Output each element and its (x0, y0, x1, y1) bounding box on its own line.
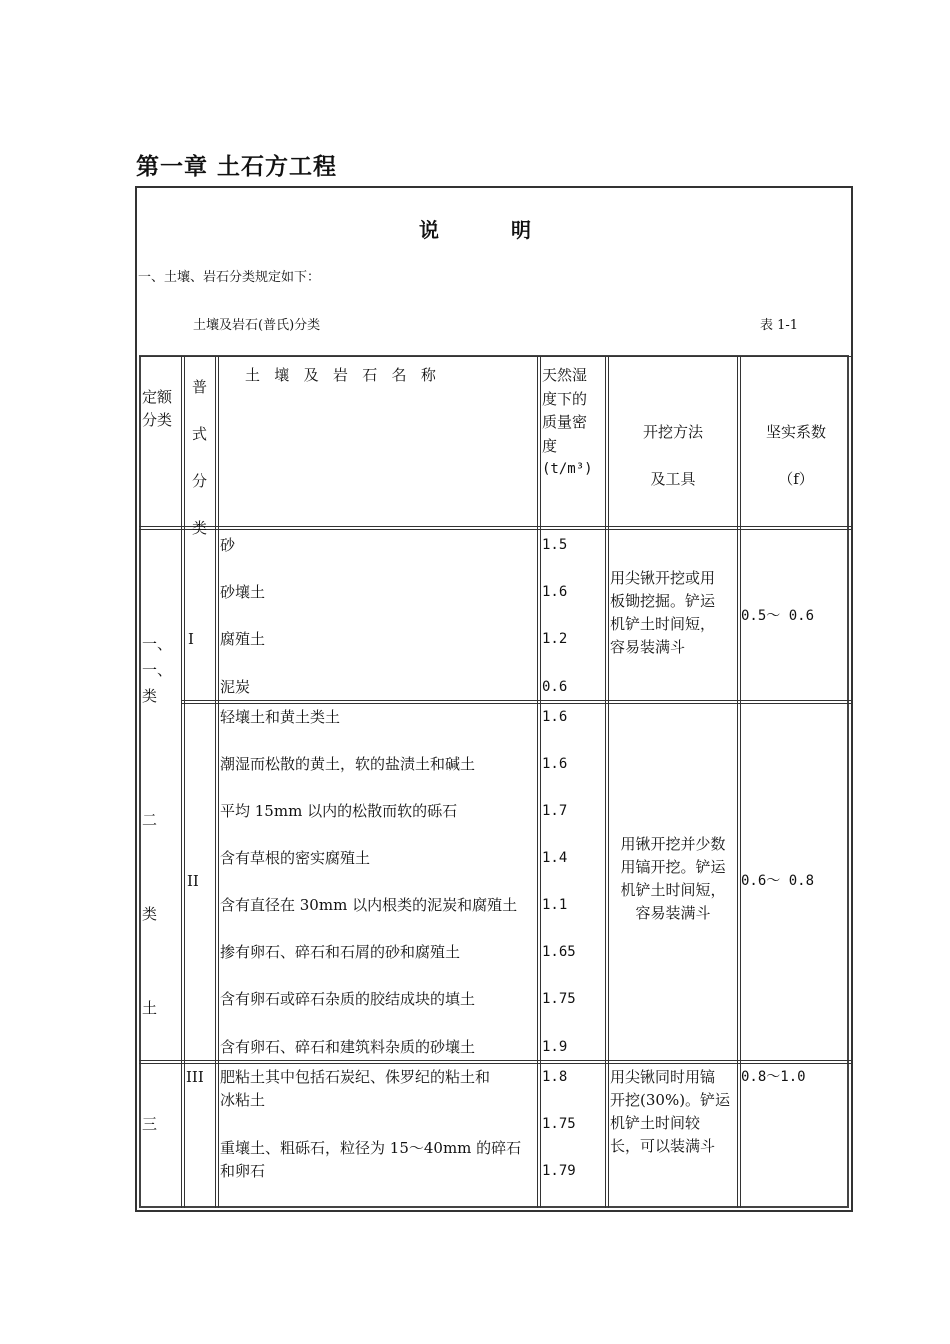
group1-quota-class: 一、 一、 类 (142, 635, 173, 705)
col-line-2 (215, 356, 216, 1208)
header-density: 天然湿 度下的 质量密 度 (t/m³) (542, 366, 593, 477)
density-value: 1.4 (542, 850, 568, 866)
section-heading (0, 214, 950, 243)
table-row: 掺有卵石、碎石和石屑的砂和腐殖土 (220, 943, 461, 961)
header-pu-class: 普 式 分 类 (192, 378, 208, 537)
header-bottom-line-2 (139, 529, 851, 530)
col-line-4 (605, 356, 606, 1208)
density-value: 1.7 (542, 803, 568, 819)
table-row: 含有卵石、碎石和建筑料杂质的砂壤土 (220, 1038, 476, 1056)
table-row: 潮湿而松散的黄土，软的盐渍土和碱土 (220, 755, 476, 773)
col-line-3 (537, 356, 538, 1208)
header-method: 开挖方法 及工具 (642, 423, 703, 488)
table-name: 土壤及岩石(普氏)分类 (193, 318, 321, 333)
table-row: 重壤土、粗砾石，粒径为 15～40mm 的碎石 和卵石 (220, 1139, 522, 1180)
col-line-2b (218, 356, 219, 1208)
group3-coef: 0.8～1.0 (741, 1069, 806, 1085)
group3-method: 用尖锹同时用镐 开挖(30%)。铲运 机铲土时间较 长，可以装满斗 (610, 1068, 731, 1155)
section-heading-left: 说 (419, 218, 439, 242)
table-row: 砂壤土 (220, 583, 266, 601)
density-value: 1.9 (542, 1039, 568, 1055)
group2-pu-class: II (187, 872, 199, 890)
intro-text: 一、土壤、岩石分类规定如下： (138, 270, 321, 285)
group2-bottom-line (139, 1060, 851, 1061)
col-line-3b (540, 356, 541, 1208)
header-quota-class: 定额 分类 (142, 388, 173, 429)
table-number: 表 1-1 (760, 318, 799, 333)
density-value: 1.2 (542, 631, 568, 647)
col-line-5 (737, 356, 738, 1208)
table-row: 含有草根的密实腐殖土 (220, 849, 371, 867)
chapter-title: 第一章 土石方工程 (136, 154, 338, 180)
table-row: 肥粘土其中包括石炭纪、侏罗纪的粘土和 冰粘土 (220, 1068, 491, 1109)
table-row: 含有卵石或碎石杂质的胶结成块的填土 (220, 990, 476, 1008)
group1-method: 用尖锹开挖或用 板锄挖掘。铲运 机铲土时间短， 容易装满斗 (610, 569, 716, 656)
header-coef: 坚实系数 （f） (765, 423, 826, 488)
group1-coef: 0.5～ 0.6 (741, 608, 815, 624)
table-row: 泥炭 (220, 678, 251, 696)
group2-bottom-line-2 (139, 1063, 851, 1064)
density-value: 1.6 (542, 584, 568, 600)
density-value: 1.5 (542, 537, 568, 553)
density-value: 1.75 (542, 991, 576, 1007)
col-line-1 (181, 356, 182, 1208)
table-row: 砂 (220, 536, 236, 554)
density-value: 1.1 (542, 897, 568, 913)
group3-quota-class: 三 (142, 1115, 158, 1133)
group2-coef: 0.6～ 0.8 (741, 873, 815, 889)
table-row: 平均 15mm 以内的松散而软的砾石 (220, 802, 458, 820)
group2-method: 用锹开挖并少数 用镐开挖。铲运 机铲土时间短， 容易装满斗 (620, 835, 726, 922)
density-value: 1.75 (542, 1116, 576, 1132)
density-value: 1.6 (542, 709, 568, 725)
density-value: 0.6 (542, 679, 568, 695)
group1-pu-class: I (188, 630, 194, 648)
table-row: 轻壤土和黄土类土 (220, 708, 341, 726)
density-value: 1.8 (542, 1069, 568, 1085)
col-line-1b (184, 356, 185, 1208)
group2-quota-class: 二 类 土 (142, 811, 158, 1017)
table-row: 含有直径在 30mm 以内根类的泥炭和腐殖土 (220, 896, 518, 914)
group1-bottom-line (181, 700, 851, 701)
density-value: 1.65 (542, 944, 576, 960)
density-value: 1.6 (542, 756, 568, 772)
table-top-line (139, 356, 851, 357)
group1-bottom-line-2 (181, 703, 851, 704)
header-bottom-line (139, 526, 851, 527)
section-heading-right: 明 (511, 218, 531, 242)
header-name: 土 壤 及 岩 石 名 称 (245, 366, 436, 384)
group3-pu-class: III (186, 1068, 204, 1086)
table-row: 腐殖土 (220, 630, 266, 648)
density-value: 1.79 (542, 1163, 576, 1179)
